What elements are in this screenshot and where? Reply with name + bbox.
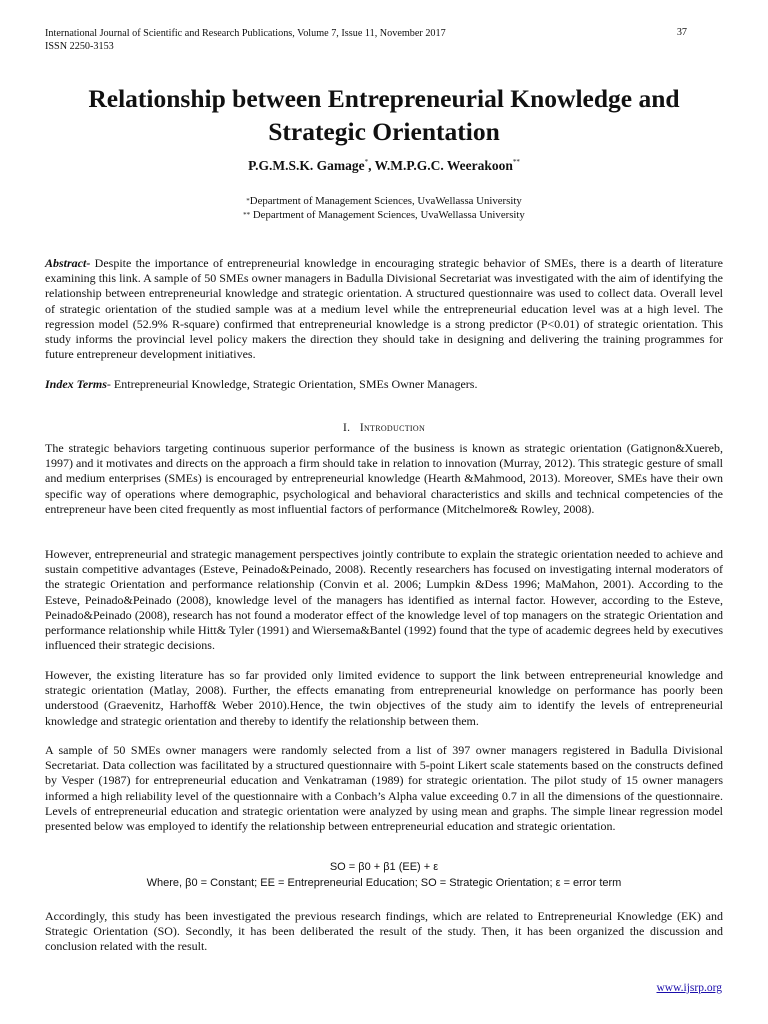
regression-equation: SO = β0 + β1 (EE) + ε <box>329 861 439 873</box>
paragraph: However, the existing literature has so far provided only limited evidence to support the link between entrepreneurial knowledge and strategic orientation (Matlay, 2008). Further, the effects emanating from entrepreneurial knowledge on performance has poorly been understood (Graevenitz, Harhoff& Weber 2010).Hence, the twin objectives of the study aim to identify the levels of entrepreneurial knowledge and strategic orientation and thereby to identify the relationship between them. <box>45 668 723 728</box>
issn: ISSN 2250-3153 <box>45 41 114 52</box>
affiliation <box>40 195 728 208</box>
abstract-label: Abstract- <box>45 256 91 270</box>
paragraph: Accordingly, this study has been investigated the previous research findings, which are related to Entrepreneurial Knowledge (EK) and Strategic Orientation (SO). Secondly, it has been deliberated the result of the study. Then, it has been organized the discussion and conclusion related with the result. <box>45 909 723 954</box>
author-name: P.G.M.S.K. Gamage <box>248 158 365 173</box>
affiliation-mark: ** <box>512 158 520 166</box>
paragraph: A sample of 50 SMEs owner managers were randomly selected from a list of 397 owner managers registered in Badulla Divisional Secretariat. Data collection was facilitated by a structured questionnaire with 5-point Likert scale statements based on the constructs defined by Vesper (1987) for entrepreneurial education and Venkatraman (1989) for strategic orientation. The pilot study of 15 owner managers informed a high reliability level of the questionnaire with a Conbach’s Alpha value exceeding 0.7 in all the dimensions of the questionnaire. Levels of entrepreneurial education and strategic orientation were analyzed by using mean and graphs. The simple linear regression model presented below was employed to identify the relationship between entrepreneurial education and strategic orientation. <box>45 743 723 834</box>
title-line-1: Relationship between Entrepreneurial Knowledge and <box>88 84 680 113</box>
equation-legend: Where, β0 = Constant; EE = Entrepreneurial Education; SO = Strategic Orientation; ε = error term <box>146 877 622 889</box>
index-terms-label: Index Terms <box>45 377 107 391</box>
author-list <box>40 158 728 174</box>
index-terms-text: - Entrepreneurial Knowledge, Strategic Orientation, SMEs Owner Managers. <box>106 377 478 391</box>
paper-title <box>40 82 728 148</box>
section-number: I. <box>342 422 351 434</box>
author-separator: , <box>368 158 375 173</box>
author-name: W.M.P.G.C. Weerakoon <box>374 158 513 173</box>
affiliation-mark: ** <box>243 211 251 219</box>
paragraph: However, entrepreneurial and strategic management perspectives jointly contribute to explain the strategic orientation needed to achieve and sustain competitive advantages (Esteve, Peinado&Peinado, 2008). Recently researchers has focused on investigating internal moderators of the strategic Orientation and performance relationship (Convin et al. 2006; Lumpkin &Dess 1996; MaMahon, 2001). According to the Esteve, Peinado&Peinado (2008), knowledge level of the managers has identified as internal factor. However, according to the Esteve, Peinado&Peinado (2008), research has not found a moderator effect of the knowledge level of top managers on the strategic Orientation and performance relationship while Hitt& Tyler (1991) and Wiersema&Bantel (1992) found that the type of academic degrees held by executives influenced their strategic decisions. <box>45 547 723 653</box>
section-title: Introduction <box>359 422 426 434</box>
affiliation-text: Department of Management Sciences, UvaWellassa University <box>249 195 522 207</box>
affiliation-mark: * <box>246 197 250 205</box>
affiliation <box>40 209 728 222</box>
section-heading <box>40 422 728 434</box>
abstract-text: Despite the importance of entrepreneurial knowledge in encouraging strategic behavior of SMEs, there is a dearth of literature examining this link. A sample of 50 SMEs owner managers in Badulla Divisional Secretariat was investigated with the aim of identifying the relationship between entrepreneurial knowledge and strategic orientation. A structured questionnaire was used to collect data. Overall level of strategic orientation of the studied sample was at a medium level while the entrepreneurial education level was at a high level. The regression model (52.9% R-square) confirmed that entrepreneurial knowledge is a strong predictor (P<0.01) of strategic orientation. This study informs the provincial level policy makers the direction they should take in designing and delivering the training programmes for future entrepreneur development initiatives. <box>45 256 723 362</box>
title-line-2: Strategic Orientation <box>268 117 500 146</box>
journal-citation: International Journal of Scientific and Research Publications, Volume 7, Issue 11, November 2017 <box>45 28 446 39</box>
running-header <box>45 27 446 53</box>
affiliation-mark: * <box>364 158 369 166</box>
affiliation-text: Department of Management Sciences, UvaWellassa University <box>250 209 525 221</box>
journal-website-link[interactable]: www.ijsrp.org <box>656 982 722 994</box>
page-number: 37 <box>676 27 687 38</box>
abstract <box>45 256 723 362</box>
index-terms <box>45 377 723 392</box>
paragraph: The strategic behaviors targeting continuous superior performance of the business is known as strategic orientation (Gatignon&Xuereb, 1997) and it motivates and directs on the approach a firm should take in relation to innovation (Murray, 2012). This strategic gesture of small and medium enterprises (SMEs) is encouraged by entrepreneurial knowledge (Hearth &Mahmood, 2013). Moreover, SMEs have their own specific way of operations where demographic, psychological and behavioral characteristics and skills and technical competencies of the entrepreneur have been cited frequently as most influential factors of performance (Mitchelmore& Rowley, 2008). <box>45 441 723 516</box>
